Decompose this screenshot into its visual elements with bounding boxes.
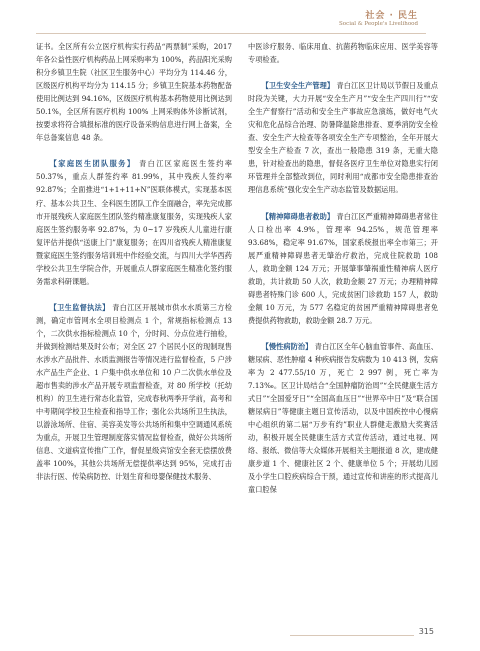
header-divider bbox=[36, 33, 426, 34]
section-body: 青白江区家庭医生签约率 50.37%，重点人群签约率 81.99%，其中残疾人签约率 92.87%；全面推进“1+1+11+N”医联体模式，实现基本医疗、基本公共卫生、全科医生团队工作全面融合，率先完成都市开展残疾人家庭医生团队签约精准康复服务，实现残疾人家庭医生签约服务率 92.87%，为 0~17 岁残疾人儿童进行康复评估并提供“送康上门”康复服务；在四川省残疾人精准康复暨家庭医生签约服务培训班中作经验交流，与四川大学华西药学校公共卫生学院合作，开展重点人群家庭医生精准化签约服务需求科研课题。 bbox=[36, 159, 232, 286]
paragraph: 证书。全区所有公立医疗机构实行药品“两票制”采购，2017 年各公益性医疗机构药品上网采购率为 100%，药品阳光采购积分乡镇卫生院（社区卫生服务中心）平均分为 114.46 分，区级医疗机构平均分为 114.15 分；乡镇卫生院基本药物配备使用比例达到 94.16%，区级医疗机构基本药物使用比例达到 50.1%，全区所有医疗机构 100% 上网采购体外诊断试剂，按要求将符合填报标准的医疗设备采购信息进行网上备案，全年总备案信息 48 条。 bbox=[36, 42, 232, 143]
section-title: 社会 · 民生 bbox=[365, 11, 418, 21]
section-family-doctor bbox=[36, 157, 232, 287]
section-mental-health bbox=[248, 210, 438, 327]
section-heading: 【家庭医生团队服务】 bbox=[49, 159, 136, 169]
right-column bbox=[248, 40, 438, 497]
section-body: 青白江区严重精神障碍患者常住人口检出率 4.9%，管理率 94.25%，规范管理率 93.68%，稳定率 91.67%，国家系统报出率全市第三；开展严重精神障碍患者无肇治疗救治，完成住院救助 108 人，救助金额 124 万元；开展肇事肇祸重性精神病人医疗救助，共计救助 50 人次，救助金额 27 万元；办理精神障碍患者特殊门诊 600 人，完成贫困门诊救助 157 人，救助金额 10 万元，为 577 名稳定的贫困严重精神障碍患者免费提供药物救助，救助金额 28.7 万元。 bbox=[248, 211, 438, 325]
section-body: 青白江区卫计局以节假日及重点时段为关键，大力开展“安全生产月”“安全生产四川行”“安全生产督察行”活动和安全生产事故应急演练，做好电气火灾和危化品综合治理、防暑降温除患排查、夏季消防安全检查、安全生产大检查等各项安全生产专项整治，全年开展大型安全生产检查 7 次，查出一般隐患 319 条，无重大隐患，针对检查出的隐患，督促各医疗卫生单位对隐患实行闭环管理并全部整改到位，同时利用“成都市安全隐患排查治理信息系统”强化安全生产动态监管及数据运用。 bbox=[248, 81, 438, 195]
section-subtitle: Social & People's Livelihood bbox=[339, 21, 418, 27]
section-safety-management bbox=[248, 79, 438, 196]
page-number: 315 bbox=[418, 627, 434, 636]
section-chronic-disease bbox=[248, 340, 438, 497]
section-heading: 【精神障碍患者救助】 bbox=[261, 211, 335, 221]
section-heading: 【卫生监督执法】 bbox=[49, 302, 110, 312]
footer-divider bbox=[290, 635, 414, 636]
page-header bbox=[0, 0, 480, 40]
section-body: 青白江区全年心脑血管事件、高血压、糖尿病、恶性肿瘤 4 种疾病报告发病数为 10 413 例，发病率为 2 477.55/10 万，死亡 2 997 例，死亡率为 7.13‰。区卫计局结合“全国肿瘤防治周”“全民健康生活方式日”“全国爱牙日”“全国高血压日”“世界卒中日”及“联合国糖尿病日”等健康主题日宣传活动，以及中国疾控中心慢病中心组织的第二届“万步有约”职业人群健走激励大奖赛活动，积极开展全民健康生活方式宣传活动，通过电视、网络、报纸、微信等大众媒体开展相关主题报道 8 次，建成健康步道 1 个、健康社区 2 个、健康单位 5 个；开展幼儿园及小学生口腔疾病综合干预，通过宣传和讲座的形式提高儿童口腔保 bbox=[248, 341, 438, 495]
section-heading: 【慢性病防治】 bbox=[261, 341, 313, 351]
section-health-supervision bbox=[36, 301, 232, 484]
left-column bbox=[36, 40, 232, 484]
section-body: 青白江区开展城市供水水质第三方检测，确定市管网水全项目检测点 1 个，常规指标检测点 13 个，二次供水指标检测点 10 个，分时间、分点位进行抽检，并做到检测结果及时公布；对全区 27 个居民小区的现制现售水涉水产品批件、水质监测报告等情况进行监督检查，5 户涉水产品生产企业、1 户集中供水单位和 10 户二次供水单位及超市售卖的涉水产品开展专项监督检查，对 80 所学校（托幼机构）的卫生进行常态化监管，完成春秋两季开学前，高考和中考期间学校卫生检查和指导工作；强化公共场所卫生执法，以游泳场所、住宿、美容美发等公共场所和集中空调通风系统为重点，开展卫生管理制度落实情况监督检查，做好公共场所信息、文道病宣传推广工作，督促星级宾馆安全套无偿摆放费盖率 100%，其他公共场所无偿提供率达到 95%，完成打击非法行医、传染病防控、计划生育和母婴保健技术服务、 bbox=[36, 302, 232, 482]
section-heading: 【卫生安全生产管理】 bbox=[261, 81, 335, 91]
paragraph: 中医诊疗服务、临床用血、抗菌药物临床应用、医学美容等专项检查。 bbox=[248, 42, 438, 65]
